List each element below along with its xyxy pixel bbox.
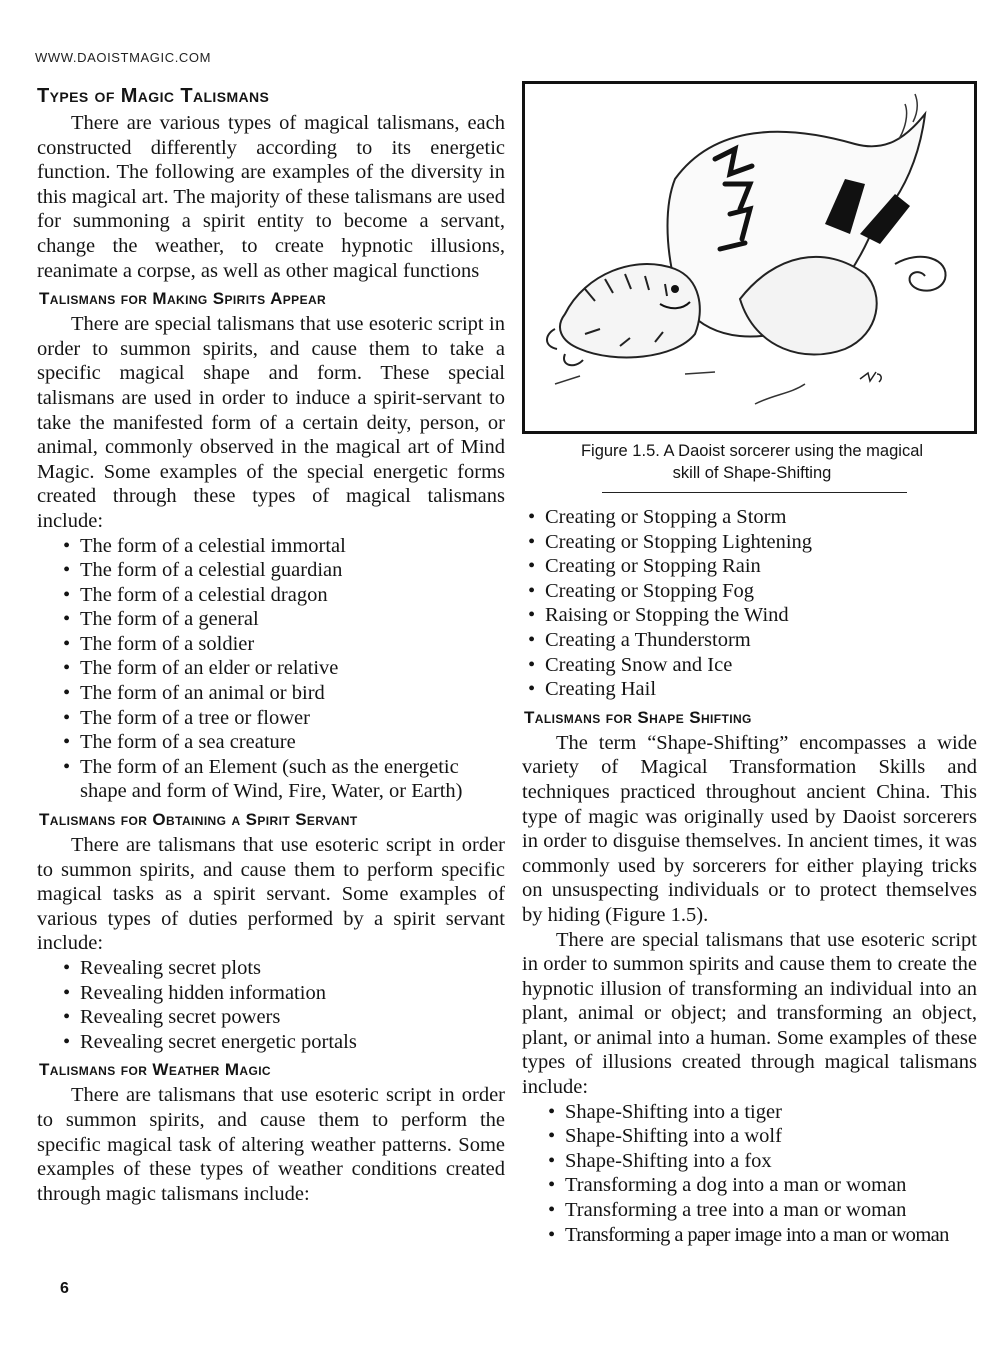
servant-heading: Talismans for Obtaining a Spirit Servant bbox=[39, 810, 358, 830]
left-column bbox=[37, 83, 505, 1206]
figure-illustration bbox=[522, 81, 977, 434]
list-item: • Transforming a tree into a man or woman bbox=[548, 1198, 977, 1223]
list-item: • Raising or Stopping the Wind bbox=[528, 603, 977, 628]
shape-shifting-illustration bbox=[525, 84, 974, 431]
list-item: • Creating Snow and Ice bbox=[528, 653, 977, 678]
list-item: • The form of an elder or relative bbox=[63, 656, 505, 681]
weather-items-list bbox=[528, 505, 977, 702]
spirits-heading: Talismans for Making Spirits Appear bbox=[39, 289, 327, 309]
list-item: • Revealing secret powers bbox=[63, 1005, 505, 1030]
list-item: • Creating or Stopping Fog bbox=[528, 579, 977, 604]
list-item: • Revealing secret plots bbox=[63, 956, 505, 981]
list-item: • Creating Hail bbox=[528, 677, 977, 702]
site-url: WWW.DAOISTMAGIC.COM bbox=[35, 50, 212, 65]
spirits-paragraph: There are special talismans that use esoteric script in order to summon spirits, and cause them to take a specific magical shape and form. These special talismans are used in order to induce a spirit-servant to take the manifested form of a certain deity, person, or animal, commonly observed in the magical art of Mind Magic. Some examples of the special energetic forms created through these types of magical talismans include: bbox=[37, 313, 505, 532]
weather-paragraph: There are talismans that use esoteric script in order to summon spirits, and cause them to perform the specific magical task of altering weather patterns. Some examples of these types of weather conditions created through magic talismans include: bbox=[37, 1084, 505, 1205]
list-item: • Creating or Stopping Rain bbox=[528, 554, 977, 579]
list-item: • Revealing hidden information bbox=[63, 981, 505, 1006]
list-item: • Creating a Thunderstorm bbox=[528, 628, 977, 653]
right-column bbox=[522, 81, 977, 1249]
list-item: • Transforming a dog into a man or woman bbox=[548, 1173, 977, 1198]
intro-paragraph: There are various types of magical talismans, each constructed differently according to its energetic function. The following are examples of the diversity in this magical art. The majority of these talismans are used for summoning a spirit entity to become a servant, change the weather, to create hypnotic illusions, reanimate a corpse, as well as other magical functions bbox=[37, 112, 505, 282]
list-item: • The form of a celestial guardian bbox=[63, 558, 505, 583]
list-item: • The form of a general bbox=[63, 607, 505, 632]
caption-divider bbox=[602, 492, 907, 493]
list-item: • Shape-Shifting into a tiger bbox=[548, 1100, 977, 1125]
shape-paragraph-1: The term “Shape-Shifting” encompasses a wide variety of Magical Transformation Skills and techniques practiced throughout ancient China. This type of magic was originally used by Daoist sorcerers in order to disguise themselves. In ancient times, it was commonly used by sorcerers for either playing tricks on unsuspecting individuals or to protect themselves by hiding (Figure 1.5). bbox=[522, 731, 977, 926]
spirit-forms-list bbox=[63, 534, 505, 805]
list-item: • The form of a celestial immortal bbox=[63, 534, 505, 559]
shape-items-list bbox=[548, 1100, 977, 1248]
shape-heading: Talismans for Shape Shifting bbox=[524, 707, 752, 727]
list-item: • Creating or Stopping a Storm bbox=[528, 505, 977, 530]
list-item: • The form of a sea creature bbox=[63, 730, 505, 755]
servant-paragraph: There are talismans that use esoteric script in order to summon spirits, and cause them to perform specific magical tasks as a spirit servant. Some examples of various types of duties performed by a spirit servant include: bbox=[37, 834, 505, 955]
page-number: 6 bbox=[60, 1280, 69, 1297]
list-item: • The form of a celestial dragon bbox=[63, 583, 505, 608]
list-item: • Shape-Shifting into a fox bbox=[548, 1149, 977, 1174]
list-item: • Shape-Shifting into a wolf bbox=[548, 1124, 977, 1149]
servant-duties-list bbox=[63, 956, 505, 1054]
list-item: • The form of an animal or bird bbox=[63, 681, 505, 706]
weather-heading: Talismans for Weather Magic bbox=[39, 1060, 272, 1080]
list-item: • The form of a soldier bbox=[63, 632, 505, 657]
shape-paragraph-2: There are special talismans that use esoteric script in order to summon spirits and cause them to create the hypnotic illusion of transforming an individual into an plant, animal or object; and transforming an object, plant, or animal into a human. Some examples of these types of illusions created through magical talismans include: bbox=[522, 928, 977, 1099]
list-item: • Creating or Stopping Lightening bbox=[528, 530, 977, 555]
list-item: • The form of a tree or flower bbox=[63, 706, 505, 731]
section-title: Types of Magic Talismans bbox=[37, 85, 270, 107]
list-item: • Revealing secret energetic portals bbox=[63, 1030, 505, 1055]
list-item: • Transforming a paper image into a man or woman bbox=[548, 1223, 977, 1248]
figure-caption: Figure 1.5. A Daoist sorcerer using the magical skill of Shape-Shifting bbox=[580, 442, 924, 482]
list-item: • The form of an Element (such as the energetic shape and form of Wind, Fire, Water, or Earth) bbox=[63, 755, 505, 804]
